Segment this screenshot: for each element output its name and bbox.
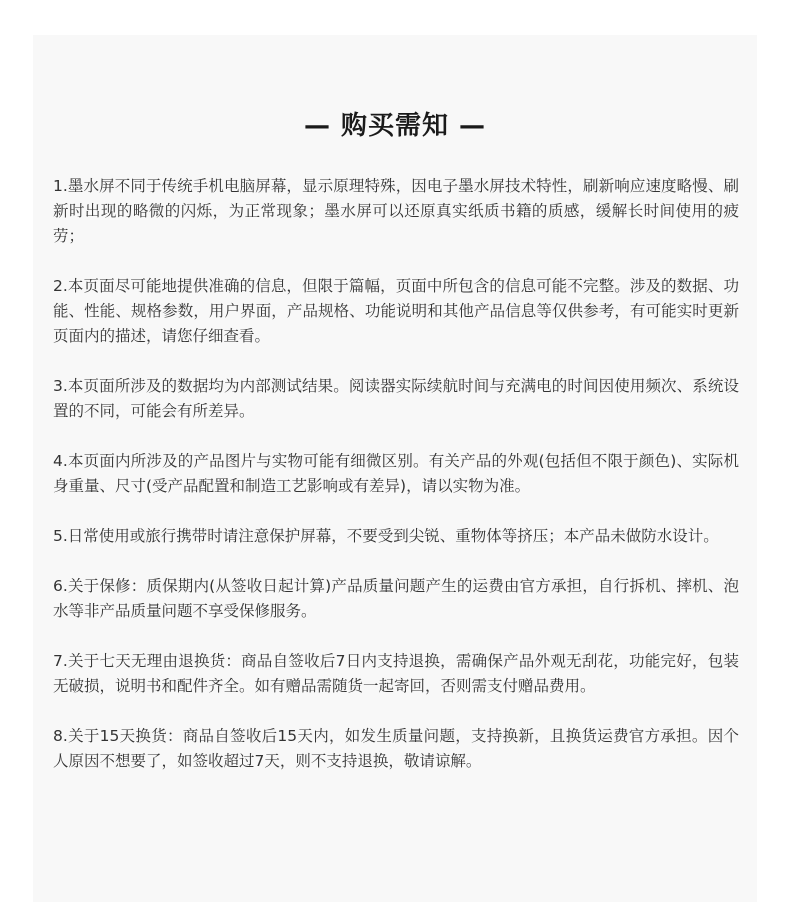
purchase-notice-card [33, 35, 757, 902]
notice-item-8: 8.关于15天换货：商品自签收后15天内，如发生质量问题，支持换新，且换货运费官方承担。因个人原因不想要了，如签收超过7天，则不支持退换，敬请谅解。 [53, 727, 739, 770]
notice-item-7: 7.关于七天无理由退换货：商品自签收后7日内支持退换，需确保产品外观无刮花，功能完好，包装无破损，说明书和配件齐全。如有赠品需随货一起寄回，否则需支付赠品费用。 [53, 652, 739, 695]
notice-item-3: 3.本页面所涉及的数据均为内部测试结果。阅读器实际续航时间与充满电的时间因使用频次、系统设置的不同，可能会有所差异。 [53, 377, 739, 420]
notice-item-1: 1.墨水屏不同于传统手机电脑屏幕，显示原理特殊，因电子墨水屏技术特性，刷新响应速度略慢、刷新时出现的略微的闪烁，为正常现象；墨水屏可以还原真实纸质书籍的质感，缓解长时间使用的疲劳； [53, 177, 739, 245]
notice-item-4: 4.本页面内所涉及的产品图片与实物可能有细微区别。有关产品的外观(包括但不限于颜色)、实际机身重量、尺寸(受产品配置和制造工艺影响或有差异)，请以实物为准。 [53, 452, 739, 495]
notice-item-5: 5.日常使用或旅行携带时请注意保护屏幕，不要受到尖锐、重物体等挤压；本产品未做防水设计。 [53, 527, 719, 545]
notice-item-6: 6.关于保修：质保期内(从签收日起计算)产品质量问题产生的运费由官方承担，自行拆机、摔机、泡水等非产品质量问题不享受保修服务。 [53, 577, 739, 620]
page-title: — 购买需知 — [303, 111, 487, 141]
notice-list [53, 174, 739, 799]
notice-item-2: 2.本页面尽可能地提供准确的信息，但限于篇幅，页面中所包含的信息可能不完整。涉及的数据、功能、性能、规格参数，用户界面，产品规格、功能说明和其他产品信息等仅供参考，有可能实时更新页面内的描述，请您仔细查看。 [53, 277, 739, 345]
